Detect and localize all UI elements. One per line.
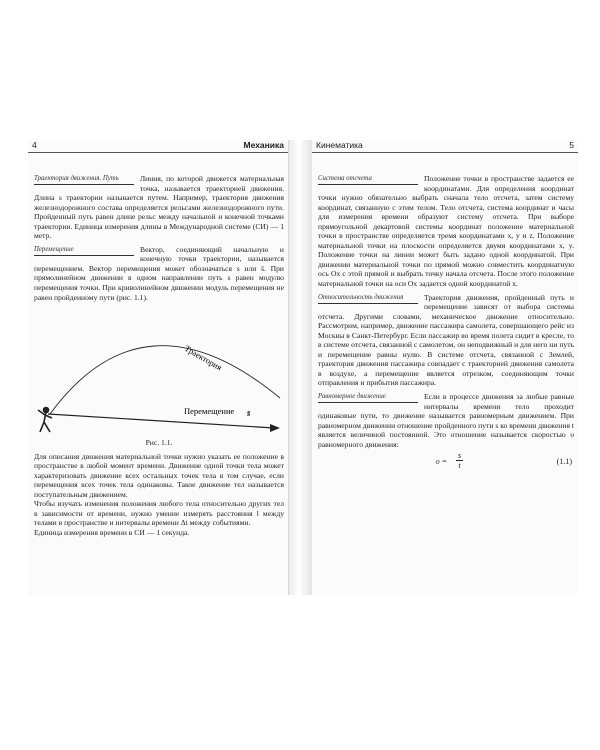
right-page-number: 5 [569, 140, 574, 150]
trajectory-arc [50, 346, 280, 417]
margin-label-trajectory: Траектория движения. Путь [34, 174, 134, 185]
formula-numerator: s [458, 451, 462, 461]
right-page-header [312, 138, 578, 153]
margin-label-uniform-motion: Равномерное движение [318, 392, 418, 403]
displacement-label: Перемещение [184, 406, 235, 417]
section-relativity [318, 293, 574, 388]
figure-caption: Рис. 1.1. [145, 438, 173, 448]
formula-number: (1.1) [556, 457, 572, 467]
paragraph-1: Для описания движения материальной точки нужно указать ее положение в пространстве в любой момент времени. Движение одной точки тела может характеризовать движение всех остальных точек тела в том случае, если перемещения всех точек тела одинаковы. Такое движение тел называется поступательным движением. [34, 451, 284, 499]
formula-1-1 [318, 451, 574, 473]
section-text-displacement: Вектор, соединяющий начальную и конечную точки траектории, называется перемещением. Вектор перемещения может обозначаться s или s̄. При прямолинейном движении в одном направлении путь s равен модулю перемещения точки. При криволинейном движении модуль перемещения не равен пройденному пути (рис. 1.1). [34, 244, 284, 302]
right-page [312, 140, 578, 595]
left-page-content [34, 174, 284, 538]
section-text-trajectory: Линия, по которой движется материальная точка, называется траекторией движения. Длина s траектории называется путем. Например, траектория движения железнодорожного состава определяется рельсами железнодорожного пути. Пройденный путь равен длине рельс между начальной и конечной точками траектории. Единица измерения длины в Международной системе (СИ) — 1 метр. [34, 174, 284, 241]
book-spine [288, 140, 312, 595]
left-running-title: Механика [243, 140, 284, 150]
paragraph-3: Единица измерения времени в СИ — 1 секунда. [34, 528, 190, 538]
margin-label-relativity: Относительность движения [318, 293, 418, 304]
formula-denominator: t [458, 461, 461, 471]
left-page-header [28, 138, 288, 153]
formula-lhs: υ = [436, 457, 448, 467]
margin-label-reference-frame: Система отсчета [318, 174, 418, 185]
right-page-content [318, 174, 574, 473]
section-reference-frame [318, 174, 574, 289]
displacement-symbol: s̄ [247, 408, 251, 419]
section-text-reference-frame: Положение точки в пространстве задается ее координатами. Для определения координат точки нужно обязательно выбрать сначала тело отсчета, затем систему координат, связанную с этим телом. Тело отсчета, система координат и часы для измерения времени образуют систему отсчета. При выборе прямоугольной декартовой системы координат положение материальной точки в пространстве определяется тремя координатами x, y и z. Положение материальной точки на плоскости определяется двумя координатами x, y. Положение точки на линии может быть задано одной координатой. При движении материальной точки по прямой можно совместить координатную ось Ox с этой прямой и выбрать точку начала отсчета. После этого положение материальной точки на оси Ox задается одной координатой x. [318, 174, 574, 289]
section-trajectory [34, 174, 284, 241]
section-text-uniform-motion: Если в процессе движения за любые равные интервалы времени тело проходит одинаковые пути, то движение называется равномерным движением. При равномерном движении отношение пройденного пути s ко времени движения t является величиной постоянной. Это отношение называется скоростью υ равномерного движения: [318, 392, 574, 449]
left-page [28, 140, 289, 595]
section-text-relativity: Траектория движения, пройденный путь и перемещение зависят от выбора системы отсчета. Другими словами, механическое движение относительно. Рассмотрим, например, движение пассажира самолета, совершающего рейс из Москвы в Санкт-Петербург. Если пассажир во время полета сидит в кресле, то в системе отсчета, связанной с самолетом, он неподвижный и для него ни путь и перемещение равны нулю. В системе отсчета, связанной с Землей, траектория движения пассажира совпадает с траекторией движения самолета в воздухе, а перемещение является отрезком, соединяющим точки отправления и прибытия пассажира. [318, 292, 574, 388]
left-page-number: 4 [32, 140, 37, 150]
section-displacement [34, 245, 284, 302]
margin-label-displacement: Перемещение [34, 245, 134, 256]
formula-fraction [456, 451, 463, 470]
paragraph-2: Чтобы изучать изменения положения любого тела относительно других тел в зависимости от времени, нужно умение измерять расстояния l между телами в пространстве и интервалы времени Δt между событиями. [34, 499, 284, 528]
section-uniform-motion [318, 392, 574, 449]
right-running-title: Кинематика [316, 140, 363, 150]
figure-trajectory-displacement [34, 306, 284, 436]
trajectory-label: Траектория [183, 343, 224, 373]
figure-drawing [34, 306, 284, 436]
thrower-figure [38, 408, 52, 433]
displacement-arrowhead [270, 424, 280, 432]
displacement-vector [48, 414, 274, 428]
